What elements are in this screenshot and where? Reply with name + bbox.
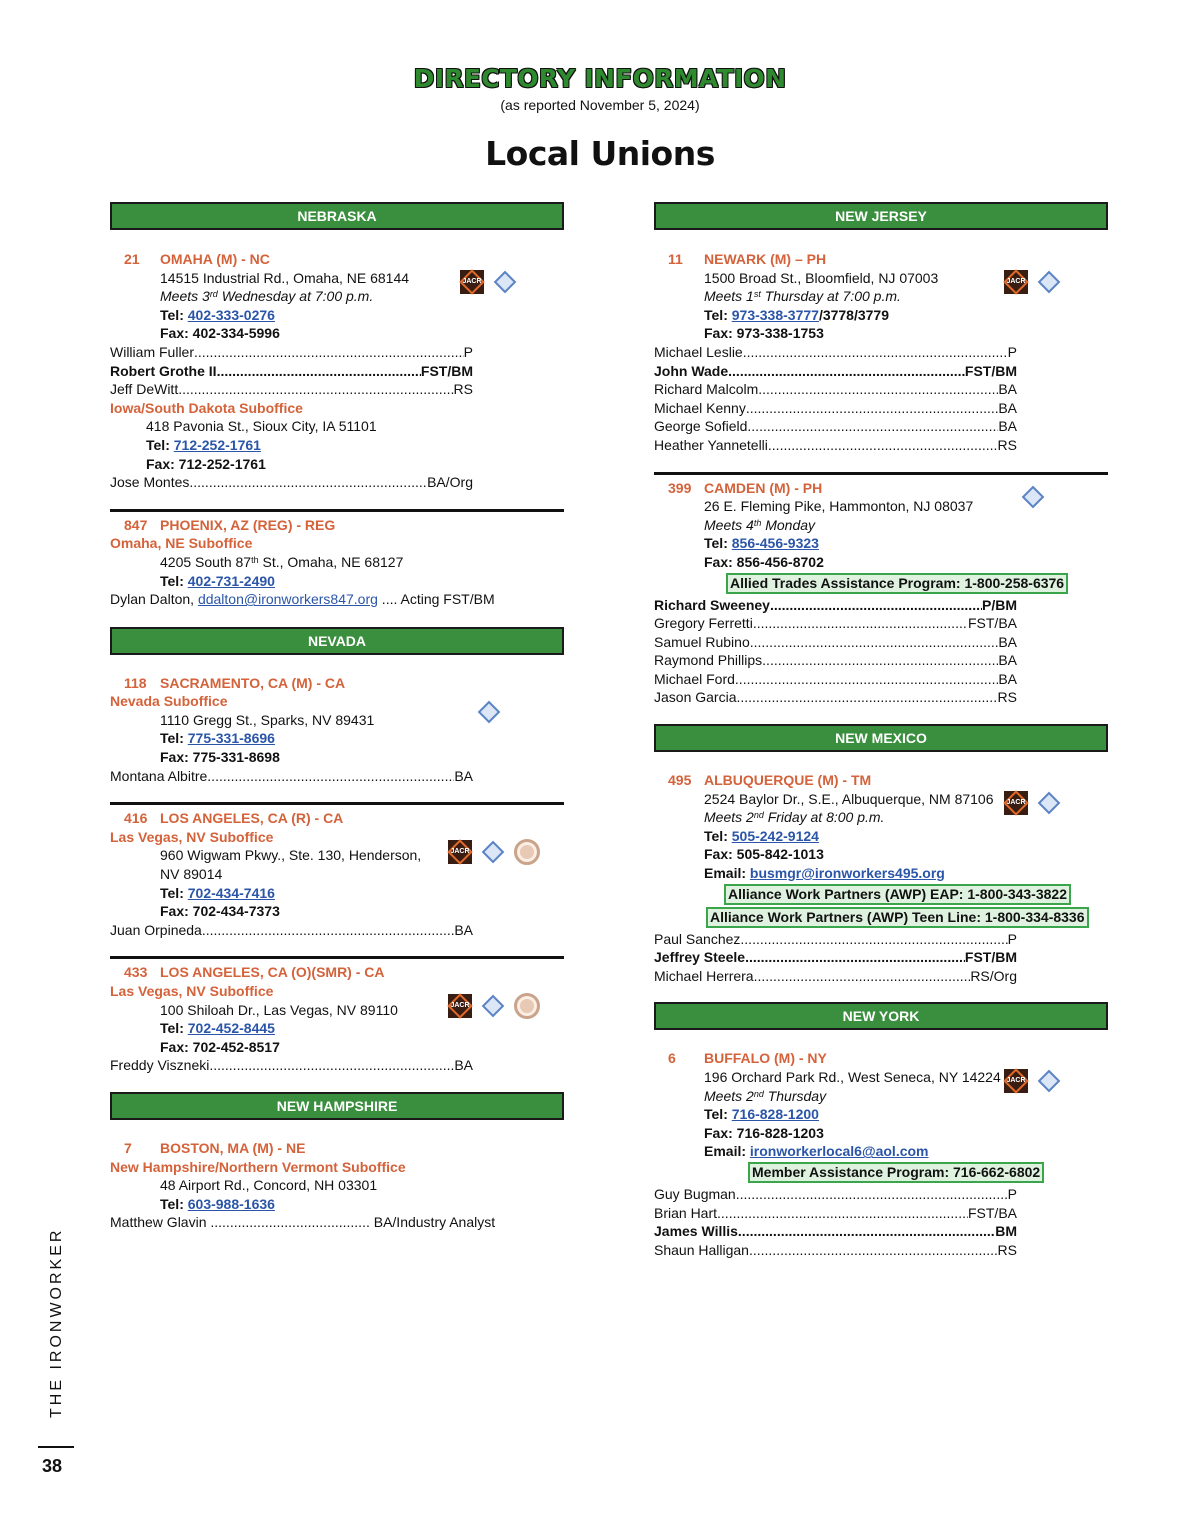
state-header-nevada: NEVADA [110, 627, 564, 655]
email: Email: busmgr@ironworkers495.org [704, 865, 945, 882]
assistance-program-2 [668, 907, 1108, 928]
local-title: 7 BOSTON, MA (M) - NE [124, 1139, 306, 1156]
phone-link[interactable]: 775-331-8696 [187, 730, 275, 747]
seal-icon [514, 993, 540, 1019]
phone-link[interactable]: 702-452-8445 [187, 1020, 275, 1037]
directory-title: DIRECTORY INFORMATION [413, 64, 787, 93]
suboffice-fax: Fax: 712-252-1761 [146, 455, 266, 472]
seal-icon [514, 839, 540, 865]
fax: Fax: 702-452-8517 [160, 1038, 280, 1055]
person-row: Heather Yannetelli ..... RS [654, 436, 1017, 455]
local-title: 399 CAMDEN (M) - PH [668, 479, 823, 496]
state-header-new-jersey: NEW JERSEY [654, 202, 1108, 230]
local-416-icons [448, 839, 540, 865]
person-row: Montana Albitre ..... BA [110, 767, 473, 786]
program-box: Allied Trades Assistance Program: 1-800-258-6376 [726, 573, 1068, 594]
address: 100 Shiloah Dr., Las Vegas, NV 89110 [160, 1001, 398, 1018]
jacr-logo-icon: JACR [1004, 270, 1028, 294]
report-date: (as reported November 5, 2024) [500, 97, 700, 113]
phone-link[interactable]: 973-338-3777 [731, 306, 819, 323]
diamond-certification-icon [482, 995, 505, 1018]
meeting-info: Meets 3rd Wednesday at 7:00 p.m. [160, 288, 374, 305]
address-line-1: 960 Wigwam Pkwy., Ste. 130, Henderson, [160, 847, 422, 864]
person-row: Raymond Phillips ..... BA [654, 651, 1017, 670]
local-495-icons [1004, 791, 1060, 815]
person-row: Gregory Ferretti ..... FST/BA [654, 614, 1017, 633]
local-title: 416 LOS ANGELES, CA (R) - CA [124, 810, 344, 827]
local-6-entry [654, 1049, 1108, 1259]
local-495-entry [654, 771, 1108, 985]
person-row: Paul Sanchez ..... P [654, 930, 1017, 949]
diamond-certification-icon [482, 841, 505, 864]
person-row: Jason Garcia ..... RS [654, 688, 1017, 707]
person-row: Juan Orpineda ..... BA [110, 921, 473, 940]
telephone: Tel: 402-731-2490 [160, 572, 275, 589]
local-6-icons [1004, 1069, 1060, 1093]
person-row: Jeff DeWitt ..... RS [110, 380, 473, 399]
address: 26 E. Fleming Pike, Hammonton, NJ 08037 [704, 498, 974, 515]
person-row: Michael Ford ..... BA [654, 670, 1017, 689]
email: Email: ironworkerlocal6@aol.com [704, 1143, 929, 1160]
person-row: Brian Hart ..... FST/BA [654, 1204, 1017, 1223]
phone-link[interactable]: 702-434-7416 [187, 884, 275, 901]
suboffice-name: Las Vegas, NV Suboffice [110, 828, 274, 845]
person-row: James Willis ..... BM [654, 1222, 1017, 1241]
jacr-logo-icon: JACR [1004, 1069, 1028, 1093]
program-box: Alliance Work Partners (AWP) EAP: 1-800-343-3822 [724, 884, 1071, 905]
local-title: 495 ALBUQUERQUE (M) - TM [668, 772, 872, 789]
telephone: Tel: 505-242-9124 [704, 827, 819, 844]
suboffice-address: 418 Pavonia St., Sioux City, IA 51101 [146, 418, 377, 435]
person-row: Richard Sweeney ..... P/BM [654, 596, 1017, 615]
local-title: 433 LOS ANGELES, CA (O)(SMR) - CA [124, 964, 385, 981]
phone-link[interactable]: 716-828-1200 [731, 1106, 819, 1123]
telephone: Tel: 716-828-1200 [704, 1106, 819, 1123]
person-row: Shaun Halligan ..... RS [654, 1241, 1017, 1260]
state-header-nebraska: NEBRASKA [110, 202, 564, 230]
address: 1110 Gregg St., Sparks, NV 89431 [160, 711, 375, 728]
suboffice-name: New Hampshire/Northern Vermont Suboffice [110, 1158, 406, 1175]
local-title: 11 NEWARK (M) – PH [668, 251, 827, 267]
local-416-entry [110, 809, 564, 939]
person-row: William Fuller ..... P [110, 343, 473, 362]
local-433-icons [448, 993, 540, 1019]
footer-rule [38, 1446, 74, 1448]
telephone: Tel: 702-434-7416 [160, 884, 275, 901]
state-header-new-hampshire: NEW HAMPSHIRE [110, 1092, 564, 1120]
address: 4205 South 87th St., Omaha, NE 68127 [160, 553, 404, 570]
assistance-program [668, 1162, 1108, 1183]
person-row: Dylan Dalton, ddalton@ironworkers847.org .... Acting FST/BM [110, 591, 495, 608]
divider [654, 472, 1108, 475]
address: 2524 Baylor Dr., S.E., Albuquerque, NM 87106 [704, 790, 994, 807]
page-number: 38 [42, 1456, 63, 1476]
phone-link[interactable]: 402-333-0276 [187, 306, 275, 323]
local-title: 847 PHOENIX, AZ (REG) - REG [124, 516, 336, 533]
program-box: Alliance Work Partners (AWP) Teen Line: 1-800-334-8336 [706, 907, 1089, 928]
phone-link[interactable]: 402-731-2490 [187, 572, 275, 589]
diamond-certification-icon [478, 700, 501, 723]
meeting-info: Meets 2nd Thursday [704, 1087, 827, 1104]
divider [110, 509, 564, 512]
fax: Fax: 505-842-1013 [704, 846, 824, 863]
telephone: Tel: 775-331-8696 [160, 730, 275, 747]
address-line-2: NV 89014 [160, 866, 223, 883]
assistance-program-1 [668, 884, 1108, 905]
suboffice-name: Las Vegas, NV Suboffice [110, 983, 274, 999]
diamond-certification-icon [1038, 792, 1061, 815]
local-399-entry [654, 479, 1108, 708]
person-row: Michael Kenny ..... BA [654, 399, 1017, 418]
meeting-info: Meets 1st Thursday at 7:00 p.m. [704, 288, 901, 305]
right-column [654, 202, 1108, 1259]
telephone: Tel: 973-338-3777/3778/3779 [704, 306, 890, 323]
fax: Fax: 856-456-8702 [704, 553, 824, 570]
jacr-logo-icon: JACR [1004, 791, 1028, 815]
fax: Fax: 973-338-1753 [704, 325, 824, 342]
local-11-icons [1004, 270, 1060, 294]
phone-link[interactable]: 856-456-9323 [731, 535, 819, 552]
local-118-icons [478, 704, 500, 720]
local-11-entry [654, 250, 1108, 455]
local-21-entry [110, 250, 564, 343]
person-row: Michael Herrera ..... RS/Org [654, 967, 1017, 986]
divider [110, 802, 564, 805]
person-row: Jose Montes ..... BA/Org [110, 473, 473, 492]
fax: Fax: 702-434-7373 [160, 903, 280, 920]
diamond-certification-icon [494, 271, 517, 294]
local-118-entry [110, 674, 564, 786]
telephone: Tel: 603-988-1636 [160, 1195, 275, 1212]
suboffice-name: Nevada Suboffice [110, 693, 228, 710]
person-row: Samuel Rubino ..... BA [654, 633, 1017, 652]
phone-link[interactable]: 505-242-9124 [731, 827, 819, 844]
person-row: Guy Bugman ..... P [654, 1185, 1017, 1204]
address: 48 Airport Rd., Concord, NH 03301 [160, 1177, 378, 1194]
meeting-info: Meets 4th Monday [704, 516, 816, 533]
person-row: Richard Malcolm ..... BA [654, 380, 1017, 399]
telephone: Tel: 402-333-0276 [160, 306, 275, 323]
local-title: 6 BUFFALO (M) - NY [668, 1050, 827, 1067]
address: 14515 Industrial Rd., Omaha, NE 68144 [160, 269, 410, 286]
suboffice-telephone: Tel: 712-252-1761 [146, 436, 261, 453]
person-row: John Wade ..... FST/BM [654, 362, 1017, 381]
telephone: Tel: 856-456-9323 [704, 535, 819, 552]
local-433-entry [110, 963, 564, 1075]
local-21-people [110, 343, 564, 492]
page-heading: Local Unions [485, 134, 715, 173]
fax: Fax: 716-828-1203 [704, 1124, 824, 1141]
left-column [110, 202, 564, 1232]
jacr-logo-icon: JACR [448, 840, 472, 864]
email-link[interactable]: busmgr@ironworkers495.org [749, 865, 945, 882]
magazine-name: THE IRONWORKER [48, 1227, 65, 1418]
person-row: George Sofield ..... BA [654, 417, 1017, 436]
person-row: Freddy Viszneki ..... BA [110, 1056, 473, 1075]
person-row: Matthew Glavin ......................................... BA/Industry Analyst [110, 1214, 496, 1231]
local-7-entry [110, 1139, 564, 1232]
divider [110, 956, 564, 959]
person-row: Michael Leslie ..... P [654, 343, 1017, 362]
jacr-logo-icon: JACR [448, 994, 472, 1018]
meeting-info: Meets 2nd Friday at 8:00 p.m. [704, 809, 885, 826]
email-link[interactable]: ironworkerlocal6@aol.com [749, 1143, 929, 1160]
telephone: Tel: 702-452-8445 [160, 1020, 275, 1037]
assistance-program [668, 573, 1108, 594]
local-399-icons [1022, 489, 1044, 505]
state-header-new-mexico: NEW MEXICO [654, 724, 1108, 752]
diamond-certification-icon [1038, 271, 1061, 294]
suboffice-name: Omaha, NE Suboffice [110, 535, 253, 552]
person-row: Robert Grothe II ..... FST/BM [110, 362, 473, 381]
state-header-new-york: NEW YORK [654, 1002, 1108, 1030]
fax: Fax: 775-331-8698 [160, 749, 280, 766]
person-row: Jeffrey Steele ..... FST/BM [654, 948, 1017, 967]
fax: Fax: 402-334-5996 [160, 325, 280, 342]
jacr-logo-icon: JACR [460, 270, 484, 294]
email-link[interactable]: ddalton@ironworkers847.org [197, 591, 378, 608]
diamond-certification-icon [1038, 1070, 1061, 1093]
phone-link[interactable]: 603-988-1636 [187, 1195, 275, 1212]
local-847-entry [110, 516, 564, 609]
suboffice-name: Iowa/South Dakota Suboffice [110, 399, 303, 416]
local-21-icons [460, 270, 516, 294]
local-title: 118 SACRAMENTO, CA (M) - CA [124, 674, 346, 691]
address: 1500 Broad St., Bloomfield, NJ 07003 [704, 269, 939, 286]
local-title: 21 OMAHA (M) - NC [124, 251, 270, 267]
diamond-certification-icon [1022, 485, 1045, 508]
address: 196 Orchard Park Rd., West Seneca, NY 14224 [704, 1069, 1001, 1085]
phone-link[interactable]: 712-252-1761 [173, 436, 261, 453]
program-box: Member Assistance Program: 716-662-6802 [748, 1162, 1044, 1183]
